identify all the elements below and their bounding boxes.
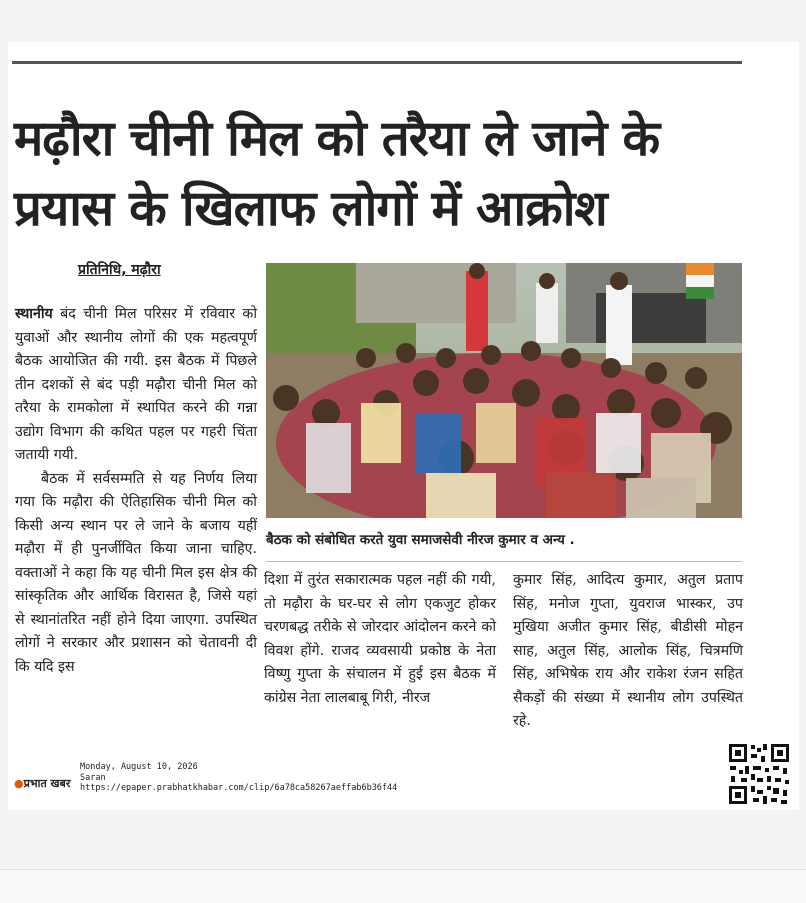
paragraph-2: बैठक में सर्वसम्मति से यह निर्णय लिया गया कि मढ़ौरा की ऐतिहासिक चीनी मिल को किसी अन्य स्थान पर ले जाने के बजाय यहीं मढ़ौरा में ही पुनर्जीवित किया जाना चाहिए. वक्ताओं ने कहा कि यह चीनी मिल इस क्षेत्र की सांस्कृतिक और आर्थिक विरासत है, जिसे यहां से स्थानांतरित नहीं होने दिया जाएगा. उपस्थित लोगों ने सरकार और प्रशासन को चेतावनी दी कि यदि इस (15, 470, 257, 675)
clip-date: Monday, August 10, 2026 (80, 762, 198, 772)
article-column-left (15, 303, 257, 679)
lead-word: स्थानीय (15, 306, 53, 322)
clip-footer (14, 762, 434, 802)
logo-text: प्रभात खबर (23, 777, 71, 790)
caption-divider (266, 561, 742, 562)
photo-caption: बैठक को संबोधित करते युवा समाजसेवी नीरज कुमार व अन्य . (266, 532, 575, 548)
headline (14, 104, 754, 244)
qr-code-icon[interactable] (727, 742, 791, 806)
clip-edition: Saran (80, 772, 106, 783)
meeting-photo-image (266, 263, 742, 518)
paragraph-1-text: बंद चीनी मिल परिसर में रविवार को युवाओं और स्थानीय लोगों की एक महत्वपूर्ण बैठक आयोजित की गयी. इस बैठक में पिछले तीन दशकों से बंद पड़ी मढ़ौरा चीनी मिल को तरैया के रामकोला में स्थापित करने की गन्ना उद्योग विभाग की कथित पहल पर गहरी चिंता जतायी गयी. (15, 306, 257, 463)
paragraph-3: दिशा में तुरंत सकारात्मक पहल नहीं की गयी, तो मढ़ौरा के घर-घर से लोग एकजुट होकर चरणबद्ध तरीके से जोरदार आंदोलन करने को विवश होंगे. राजद व्यवसायी प्रकोष्ठ के नेता विष्णु गुप्ता के संचालन में हुई इस बैठक में कांग्रेस नेता लालबाबू गिरी, नीरज (264, 572, 496, 706)
qr-code-graphic (727, 742, 791, 806)
headline-line-2: प्रयास के खिलाफ लोगों में आक्रोश (14, 180, 607, 237)
clip-url[interactable]: https://epaper.prabhatkhabar.com/clip/6a78ca58267aeffab6b36f44 (80, 783, 398, 793)
article-column-right (513, 569, 743, 734)
paragraph-1 (15, 303, 257, 468)
top-rule (12, 61, 742, 64)
paragraph-4: कुमार सिंह, आदित्य कुमार, अतुल प्रताप सिंह, मनोज गुप्ता, युवराज भास्कर, उप मुखिया अजीत कुमार सिंह, बीडीसी मोहन साह, अतुल सिंह, आलोक सिंह, चित्रमणि सिंह, अभिषेक राय और राकेश रंजन सहित सैकड़ों की संख्या में स्थानीय लोग उपस्थित रहे. (513, 572, 743, 729)
bottom-strip (0, 869, 806, 903)
byline: प्रतिनिधि, मढ़ौरा (78, 262, 161, 278)
prabhat-khabar-logo (14, 776, 70, 791)
article-column-middle (264, 569, 496, 710)
headline-line-1: मढ़ौरा चीनी मिल को तरैया ले जाने के (14, 110, 660, 167)
clip-meta (80, 762, 397, 794)
logo-mark-icon: ● (14, 777, 24, 790)
news-photo (266, 263, 742, 518)
